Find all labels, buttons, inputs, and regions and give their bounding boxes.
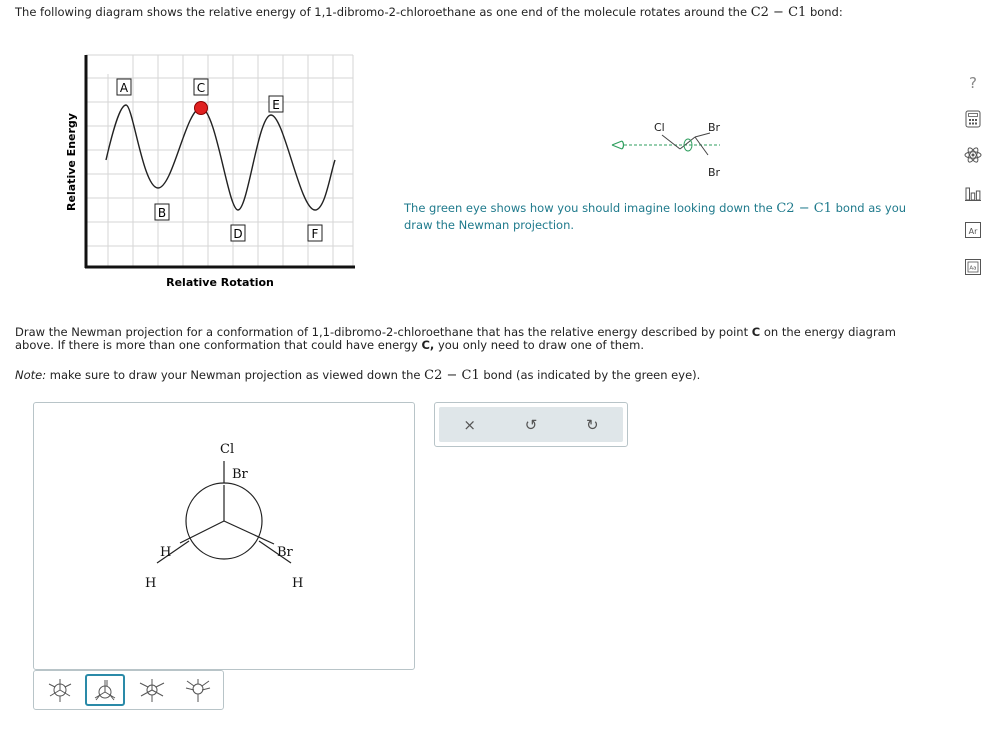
redo-button[interactable]: [577, 411, 607, 439]
eye-caption-bond: C2 − C1: [776, 201, 832, 216]
rotation-axis-label: Relative Rotation: [166, 276, 274, 289]
eclipsed-newman-icon: [90, 677, 120, 703]
note-suffix: bond (as indicated by the green eye).: [483, 368, 701, 382]
staggered-newman-icon: [45, 677, 75, 703]
intro-sentence: The following diagram shows the relative energy of 1,1-dibromo-2-chloroethane as one end of the molecule rotates around the: [15, 5, 748, 19]
note: [15, 368, 700, 383]
note-label: Note:: [15, 368, 47, 382]
energy-diagram: [58, 50, 368, 295]
clear-button[interactable]: [455, 411, 485, 439]
point-label-e: E: [272, 98, 280, 112]
newman-back-right[interactable]: H: [292, 576, 304, 591]
action-panel: [434, 402, 628, 447]
newman-front-top[interactable]: Br: [232, 467, 248, 482]
hint-atom-br-top: Br: [708, 121, 721, 134]
instructions: [15, 326, 915, 352]
undo-button[interactable]: [516, 411, 546, 439]
point-label-f: F: [311, 227, 319, 241]
staggered-open-template-button[interactable]: [132, 674, 172, 706]
point-label-b: B: [157, 206, 167, 220]
help-icon: ?: [969, 74, 977, 92]
eclipsed-template-button[interactable]: [85, 674, 125, 706]
instructions-point-2: C,: [421, 338, 435, 352]
point-c-marker: [195, 102, 208, 115]
instructions-middle: on the energy diagram above. If there is more than one conformation that could have energy: [15, 325, 896, 352]
periodic-symbol: Ar: [968, 227, 978, 236]
help-button[interactable]: [962, 72, 984, 94]
instructions-text: Draw the Newman projection for a conformation of 1,1-dibromo-2-chloroethane that has the relative energy described by point: [15, 325, 749, 339]
template-toolbar: [33, 670, 224, 710]
point-label-a: A: [119, 81, 129, 95]
glossary-symbol: Aa: [969, 265, 977, 272]
intro-text: [15, 5, 843, 20]
energy-curve: [106, 105, 335, 210]
bond-view-hint: [600, 115, 740, 185]
note-text: make sure to draw your Newman projection as viewed down the: [49, 368, 421, 382]
newman-back-top[interactable]: Cl: [220, 442, 235, 457]
glossary-button[interactable]: [962, 256, 984, 278]
drawing-canvas[interactable]: [33, 402, 415, 670]
calculator-button[interactable]: [962, 108, 984, 130]
point-label-c: C: [196, 81, 206, 95]
action-bar: [439, 407, 623, 442]
calculator-icon: [965, 110, 981, 128]
periodic-table-button[interactable]: [962, 219, 984, 241]
molecule-tool-button[interactable]: [962, 144, 984, 166]
hint-atom-cl: Cl: [654, 121, 665, 134]
glossary-icon: [964, 258, 982, 276]
note-bond: C2 − C1: [424, 368, 480, 383]
eye-icon: [612, 141, 624, 149]
undo-icon: ↺: [524, 415, 538, 434]
newman-projection[interactable]: [34, 403, 414, 669]
instructions-end: you only need to draw one of them.: [437, 338, 644, 352]
close-icon: ×: [463, 415, 476, 434]
eye-caption: [404, 200, 914, 233]
staggered-wide-newman-icon: [137, 677, 167, 703]
staggered-template-button[interactable]: [40, 674, 80, 706]
sawhorse-template-button[interactable]: [178, 674, 218, 706]
redo-icon: ↻: [586, 415, 599, 434]
eye-caption-suffix: bond as you draw the Newman projection.: [404, 201, 907, 232]
energy-axis-label: Relative Energy: [65, 113, 78, 211]
sawhorse-newman-icon: [183, 677, 213, 703]
chart-tool-button[interactable]: [962, 182, 984, 204]
instructions-point: C: [751, 325, 761, 339]
atom-icon: [964, 146, 982, 164]
eye-caption-text: The green eye shows how you should imagine looking down the: [404, 201, 773, 215]
periodic-element-icon: [964, 221, 982, 239]
point-label-d: D: [233, 227, 243, 241]
newman-front-left[interactable]: H: [160, 545, 172, 560]
hint-atom-br-bottom: Br: [708, 166, 721, 179]
newman-front-right[interactable]: Br: [277, 545, 293, 560]
intro-suffix: bond:: [809, 5, 843, 19]
bar-chart-icon: [964, 184, 982, 202]
molecule-sketch: [662, 133, 710, 155]
newman-back-left[interactable]: H: [145, 576, 157, 591]
intro-bond: C2 − C1: [750, 5, 807, 20]
